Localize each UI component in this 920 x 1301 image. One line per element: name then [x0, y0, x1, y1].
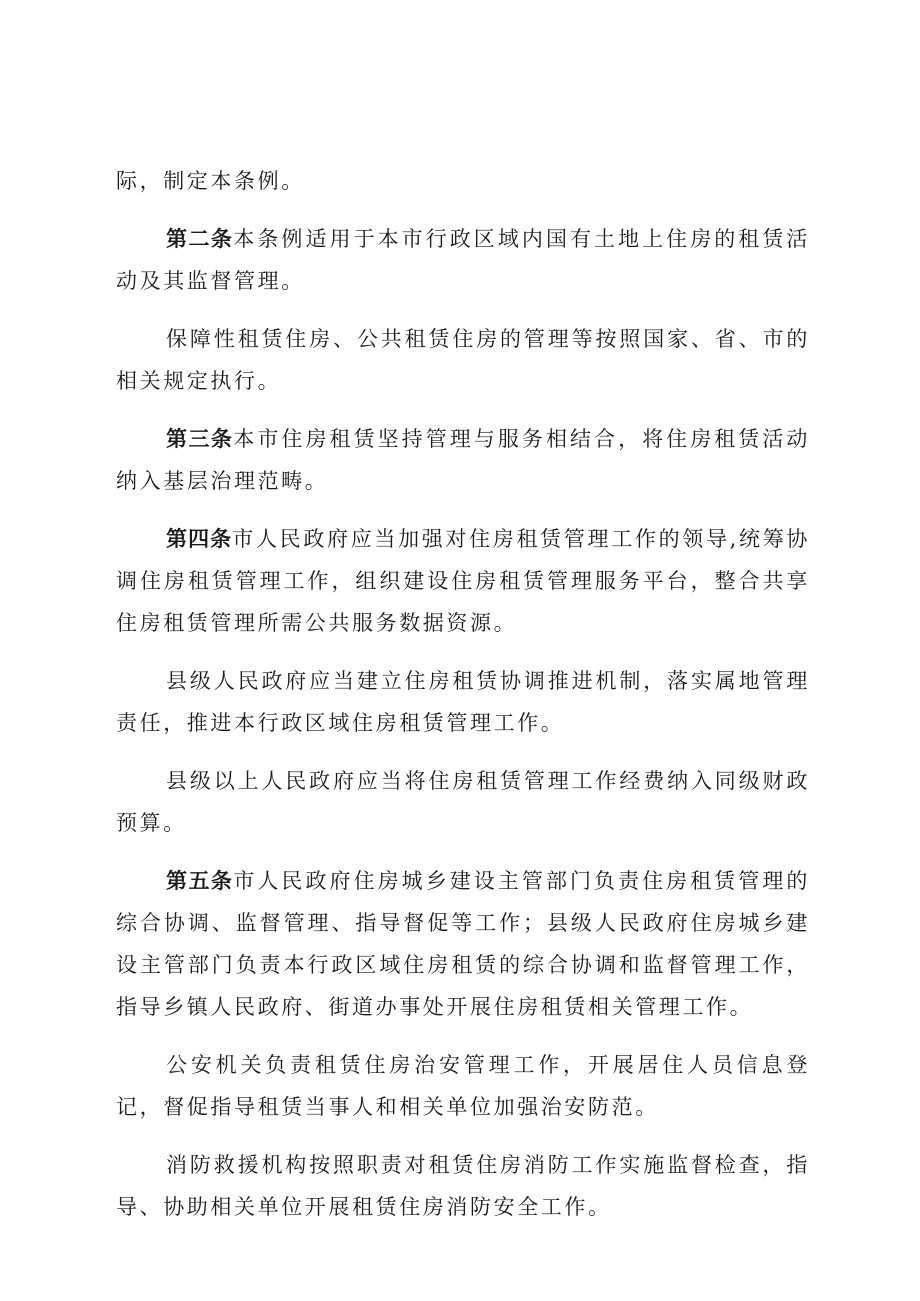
paragraph-text: 县级以上人民政府应当将住房租赁管理工作经费纳入同级财政预算。	[116, 769, 810, 835]
paragraph	[116, 1144, 810, 1228]
document-body	[116, 160, 810, 1244]
article-3-paragraph	[116, 418, 810, 502]
paragraph-text: 消防救援机构按照职责对租赁住房消防工作实施监督检查，指导、协助相关单位开展租赁住房消防安全工作。	[116, 1153, 810, 1219]
paragraph	[116, 1044, 810, 1128]
article-5-paragraph	[116, 860, 810, 1028]
article-heading: 第二条	[166, 227, 234, 251]
paragraph	[116, 660, 810, 744]
paragraph-text: 公安机关负责租赁住房治安管理工作，开展居住人员信息登记，督促指导租赁当事人和相关单位加强治安防范。	[116, 1053, 810, 1119]
paragraph	[116, 160, 810, 202]
paragraph-text: 际，制定本条例。	[116, 169, 305, 193]
paragraph	[116, 760, 810, 844]
paragraph	[116, 318, 810, 402]
paragraph-text: 市人民政府应当加强对住房租赁管理工作的领导,统筹协调住房租赁管理工作，组织建设住房租赁管理服务平台，整合共享住房租赁管理所需公共服务数据资源。	[116, 527, 810, 635]
article-heading: 第五条	[166, 869, 234, 893]
article-heading: 第四条	[166, 527, 233, 551]
article-heading: 第三条	[166, 427, 234, 451]
article-4-paragraph	[116, 518, 810, 644]
paragraph-text: 本条例适用于本市行政区域内国有土地上住房的租赁活动及其监督管理。	[116, 227, 810, 293]
paragraph-text: 市人民政府住房城乡建设主管部门负责住房租赁管理的综合协调、监督管理、指导督促等工作；县级人民政府住房城乡建设主管部门负责本行政区域住房租赁的综合协调和监督管理工作，指导乡镇人民政府、街道办事处开展住房租赁相关管理工作。	[116, 869, 810, 1019]
article-2-paragraph	[116, 218, 810, 302]
paragraph-text: 县级人民政府应当建立住房租赁协调推进机制，落实属地管理责任，推进本行政区域住房租赁管理工作。	[116, 669, 810, 735]
paragraph-text: 本市住房租赁坚持管理与服务相结合，将住房租赁活动纳入基层治理范畴。	[116, 427, 810, 493]
paragraph-text: 保障性租赁住房、公共租赁住房的管理等按照国家、省、市的相关规定执行。	[116, 327, 810, 393]
